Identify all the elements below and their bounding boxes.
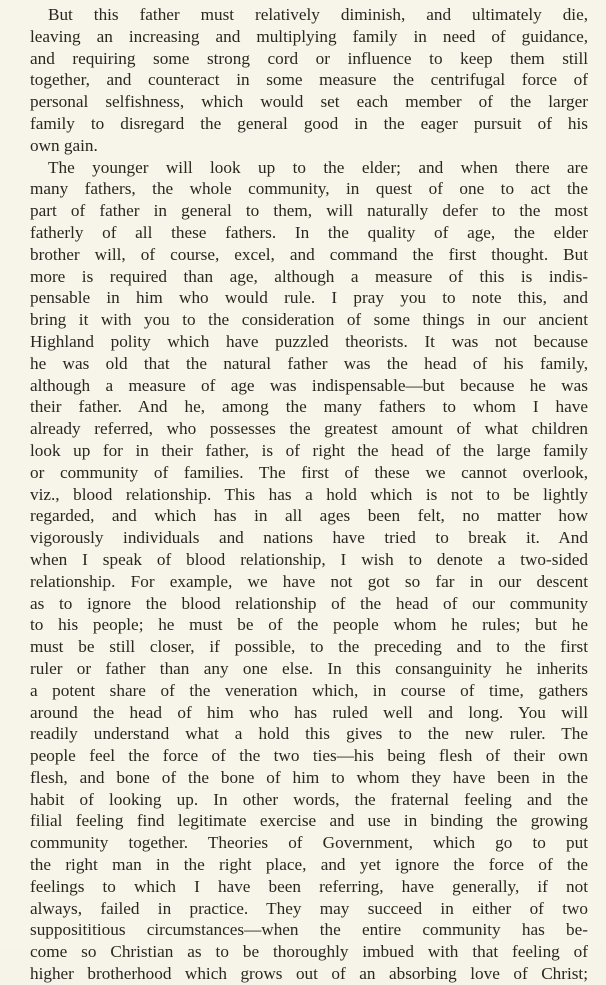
text-line: community together. Theories of Government, which go to put [30,833,588,853]
text-line: Highland polity which have puzzled theorists. It was not because [30,331,588,351]
text-line: vigorously individuals and nations have tried to break it. And [30,528,588,548]
text-line: come so Christian as to be thoroughly imbued with that feeling of [30,942,588,962]
text-line: brother will, of course, excel, and command the first thought. But [30,244,588,264]
text-line: viz., blood relationship. This has a hold which is not to be lightly [30,484,588,504]
text-line: higher brotherhood which grows out of an absorbing love of Christ; [30,964,588,984]
text-line: together, and counteract in some measure the centrifugal force of [30,70,588,90]
text-line: to his people; he must be of the people whom he rules; but he [30,615,588,635]
text-line: a potent share of the veneration which, in course of time, gathers [30,680,588,700]
text-line: part of father in general to them, will naturally defer to the most [30,201,588,221]
text-line: although a measure of age was indispensable—but because he was [30,375,588,395]
text-line: or community of families. The first of these we cannot overlook, [30,462,588,482]
text-line: bring it with you to the consideration of some things in our ancient [30,310,588,330]
text-line: as to ignore the blood relationship of the head of our community [30,593,588,613]
text-line: But this father must relatively diminish, and ultimately die, [48,5,588,24]
text-line: filial feeling find legitimate exercise and use in binding the growing [30,811,588,831]
text-line: flesh, and bone of the bone of him to whom they have been in the [30,767,588,787]
paragraph [30,4,588,157]
text-line: ruler or father than any one else. In this consanguinity he inherits [30,658,588,678]
text-line: the right man in the right place, and yet ignore the force of the [30,855,588,875]
text-line: their father. And he, among the many fathers to whom I have [30,397,588,417]
text-line: he was old that the natural father was the head of his family, [30,353,588,373]
text-line: supposititious circumstances—when the entire community has be- [30,920,588,940]
text-line: already referred, who possesses the greatest amount of what children [30,419,588,439]
text-line: many fathers, the whole community, in quest of one to act the [30,179,588,199]
text-line: own gain. [30,135,98,155]
text-line: more is required than age, although a measure of this is indis- [30,266,588,286]
body-text [30,4,588,985]
text-line: must be still closer, if possible, to the preceding and to the first [30,637,588,657]
text-line: personal selfishness, which would set each member of the larger [30,92,588,112]
text-line: feelings to which I have been referring, have generally, if not [30,876,588,896]
text-line: habit of looking up. In other words, the fraternal feeling and the [30,789,588,809]
paragraph [30,157,588,985]
text-line: fatherly of all these fathers. In the quality of age, the elder [30,222,588,242]
text-line: leaving an increasing and multiplying family in need of guidance, [30,26,588,46]
text-line: pensable in him who would rule. I pray you to note this, and [30,288,588,308]
text-line: look up for in their father, is of right the head of the large family [30,440,588,460]
text-line: readily understand what a hold this gives to the new ruler. The [30,724,588,744]
text-line: relationship. For example, we have not got so far in our descent [30,571,588,591]
text-line: family to disregard the general good in the eager pursuit of his [30,113,588,133]
text-line: people feel the force of the two ties—his being flesh of their own [30,746,588,766]
text-line: when I speak of blood relationship, I wish to denote a two-sided [30,549,588,569]
text-line: always, failed in practice. They may succeed in either of two [30,898,588,918]
text-line: and requiring some strong cord or influence to keep them still [30,48,588,68]
text-line: regarded, and which has in all ages been felt, no matter how [30,506,588,526]
text-line: around the head of him who has ruled well and long. You will [30,702,588,722]
text-line: The younger will look up to the elder; and when there are [48,157,588,177]
